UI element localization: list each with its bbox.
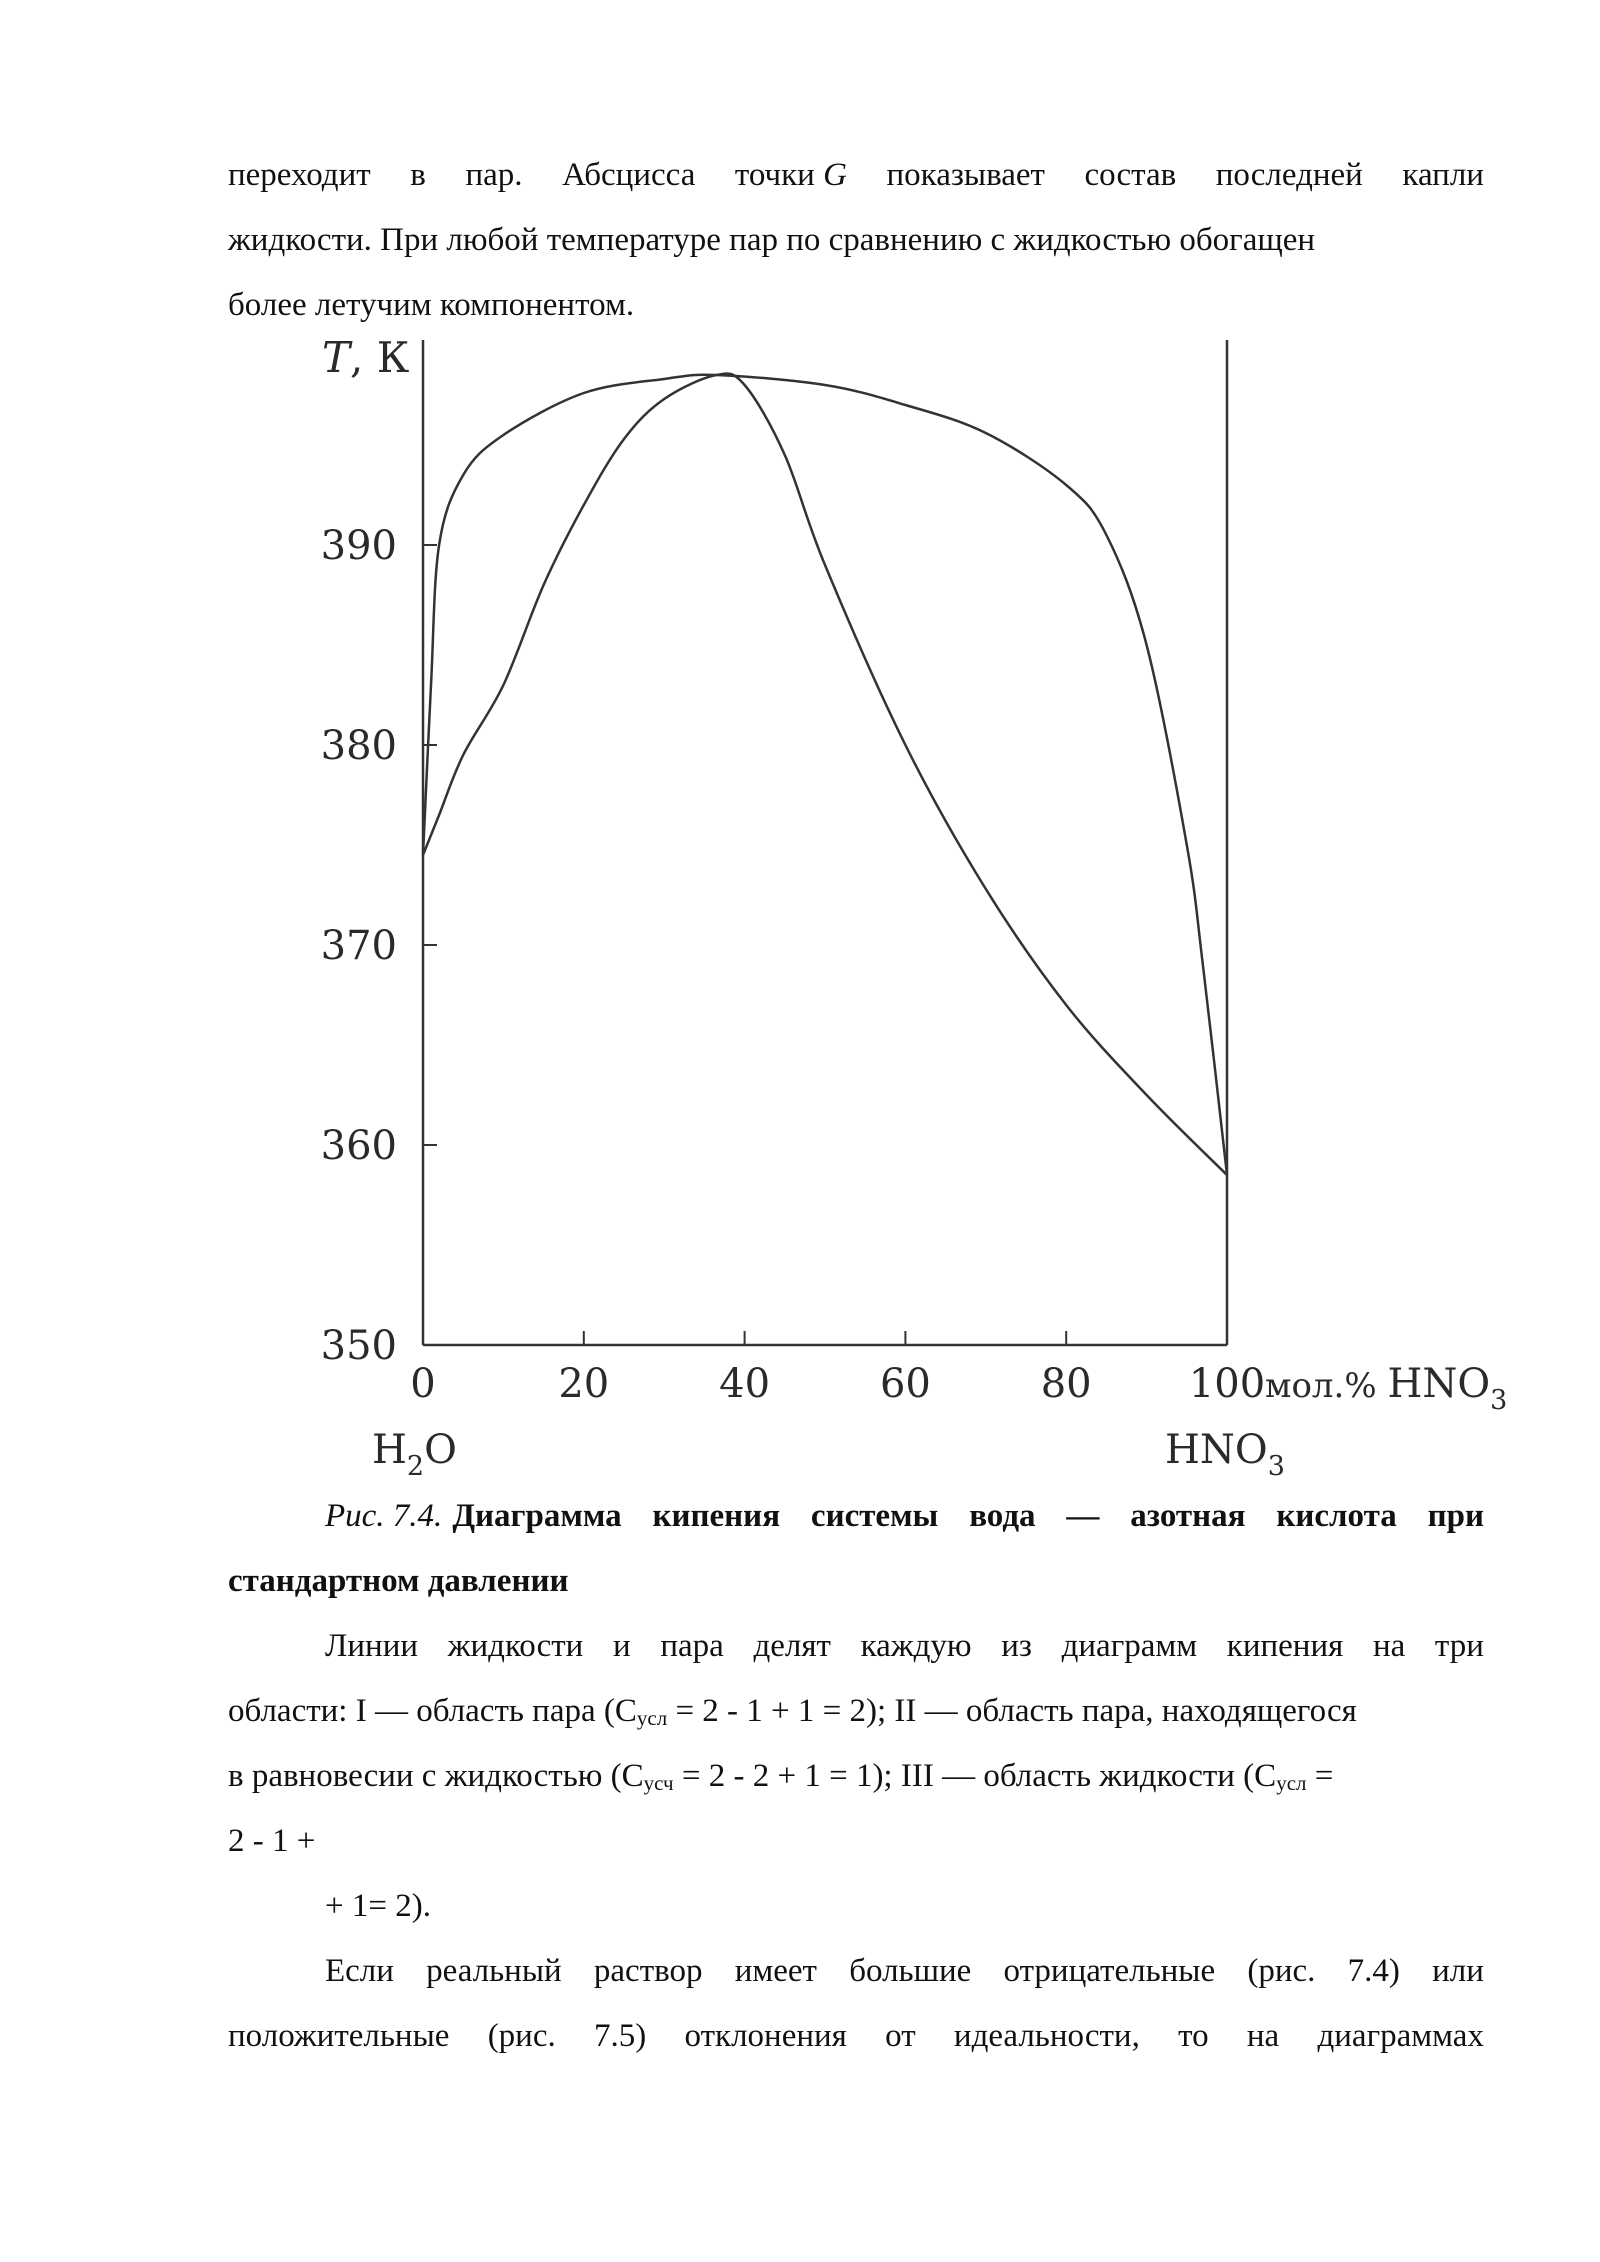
x-axis-label (1265, 1361, 1507, 1416)
word: из (1001, 1628, 1032, 1664)
x-tick-label: 80 (1040, 1361, 1092, 1407)
word: делят (753, 1628, 831, 1664)
point-label: G (823, 157, 847, 193)
boiling-diagram (300, 330, 1550, 1490)
word: от (885, 2018, 916, 2054)
y-tick-label: 370 (320, 923, 397, 969)
text-line-3: более летучим компонентом. (228, 287, 635, 323)
word: кипения (1226, 1628, 1344, 1664)
x-tick-label: 40 (719, 1361, 771, 1407)
body-line-5: + 1= 2). (325, 1888, 431, 1924)
word: или (1432, 1953, 1484, 1989)
figure-caption-line-2: стандартном давлении (228, 1563, 569, 1599)
y-axis-label (322, 333, 410, 382)
word: переходит (228, 157, 371, 193)
word: имеет (734, 1953, 817, 1989)
word: раствор (593, 1953, 703, 1989)
word: (рис. (487, 2018, 556, 2054)
word: 7.5) (594, 2018, 647, 2054)
formula-part: HNO (1165, 1427, 1268, 1473)
word: последней (1215, 157, 1363, 193)
x-axis-label-unit: мол.% (1265, 1366, 1388, 1406)
word-group (735, 143, 847, 208)
y-tick-label: 350 (320, 1323, 397, 1369)
text-fragment: = 2 - 2 + 1 = 1); III — область жидкости (С (673, 1758, 1277, 1794)
figure-title: Диаграмма кипения системы вода — азотная кислота при (452, 1498, 1484, 1534)
word: реальный (426, 1953, 562, 1989)
word: идеальности, (953, 2018, 1140, 2054)
y-axis-label-symbol: T (322, 333, 351, 382)
x-tick-label: 60 (879, 1361, 931, 1407)
axis-labels (321, 333, 1508, 1482)
axes (423, 340, 1227, 1345)
word: состав (1084, 157, 1177, 193)
subscript: усл (636, 1706, 668, 1730)
text-fragment: = 2 - 1 + 1 = 2); II — область пара, находящегося (667, 1693, 1357, 1729)
curve-vapor (423, 375, 1227, 1175)
figure-caption-line-1 (325, 1484, 1484, 1549)
y-tick-label: 360 (320, 1123, 397, 1169)
x-axis-label-subscript: 3 (1490, 1385, 1508, 1416)
word: каждую (860, 1628, 972, 1664)
x-tick-label: 0 (410, 1361, 436, 1407)
text-line-1 (228, 143, 1484, 208)
x-axis-label-formula: HNO (1387, 1361, 1491, 1407)
text-line-2: жидкости. При любой температуре пар по сравнению с жидкостью обогащен (228, 222, 1316, 258)
text-fragment: в равновесии с жидкостью (С (228, 1758, 644, 1794)
word: диаграмм (1061, 1628, 1198, 1664)
formula-part: O (424, 1427, 457, 1473)
word: и (613, 1628, 631, 1664)
curves (423, 374, 1227, 1175)
y-tick-label: 380 (320, 723, 397, 769)
word: отрицательные (1003, 1953, 1216, 1989)
word: 7.4) (1347, 1953, 1400, 1989)
formula-part: H (372, 1427, 407, 1473)
boiling-diagram-svg (300, 330, 1550, 1490)
subscript: усч (643, 1771, 674, 1795)
word: диаграммах (1317, 2018, 1484, 2054)
y-tick-label: 390 (320, 523, 397, 569)
word: три (1434, 1628, 1484, 1664)
x-left-component-label (372, 1427, 457, 1482)
text-fragment: области: I — область пара (С (228, 1693, 637, 1729)
x-right-component-label (1165, 1427, 1285, 1482)
word: большие (849, 1953, 972, 1989)
body-line-1 (325, 1614, 1484, 1679)
word: Если (325, 1953, 394, 1989)
body-line-6 (325, 1939, 1484, 2004)
curve-liquid (423, 374, 1227, 1175)
word: жидкости (447, 1628, 584, 1664)
formula-subscript: 2 (406, 1451, 425, 1482)
word: в (410, 157, 426, 193)
body-line-3 (228, 1744, 1333, 1816)
word: капли (1402, 157, 1484, 193)
word: на (1372, 1628, 1406, 1664)
x-tick-label: 100 (1188, 1361, 1266, 1407)
word: пара (660, 1628, 724, 1664)
formula-subscript: 3 (1267, 1451, 1285, 1482)
y-axis-label-unit: , К (350, 333, 410, 382)
word: (рис. (1247, 1953, 1316, 1989)
body-line-2 (228, 1679, 1357, 1751)
body-line-4: 2 - 1 + (228, 1823, 316, 1859)
text-fragment: = (1306, 1758, 1334, 1794)
word: отклонения (684, 2018, 847, 2054)
subscript: усл (1276, 1771, 1307, 1795)
word: точки (734, 157, 815, 193)
figure-number: Рис. 7.4. (325, 1498, 443, 1534)
word: показывает (886, 157, 1045, 193)
word: то (1178, 2018, 1209, 2054)
word: положительные (228, 2018, 450, 2054)
x-tick-label: 20 (558, 1361, 610, 1407)
word: на (1246, 2018, 1280, 2054)
word: Абсцисса (562, 157, 696, 193)
word: пар. (465, 157, 523, 193)
word: Линии (325, 1628, 419, 1664)
body-line-7 (228, 2004, 1484, 2069)
